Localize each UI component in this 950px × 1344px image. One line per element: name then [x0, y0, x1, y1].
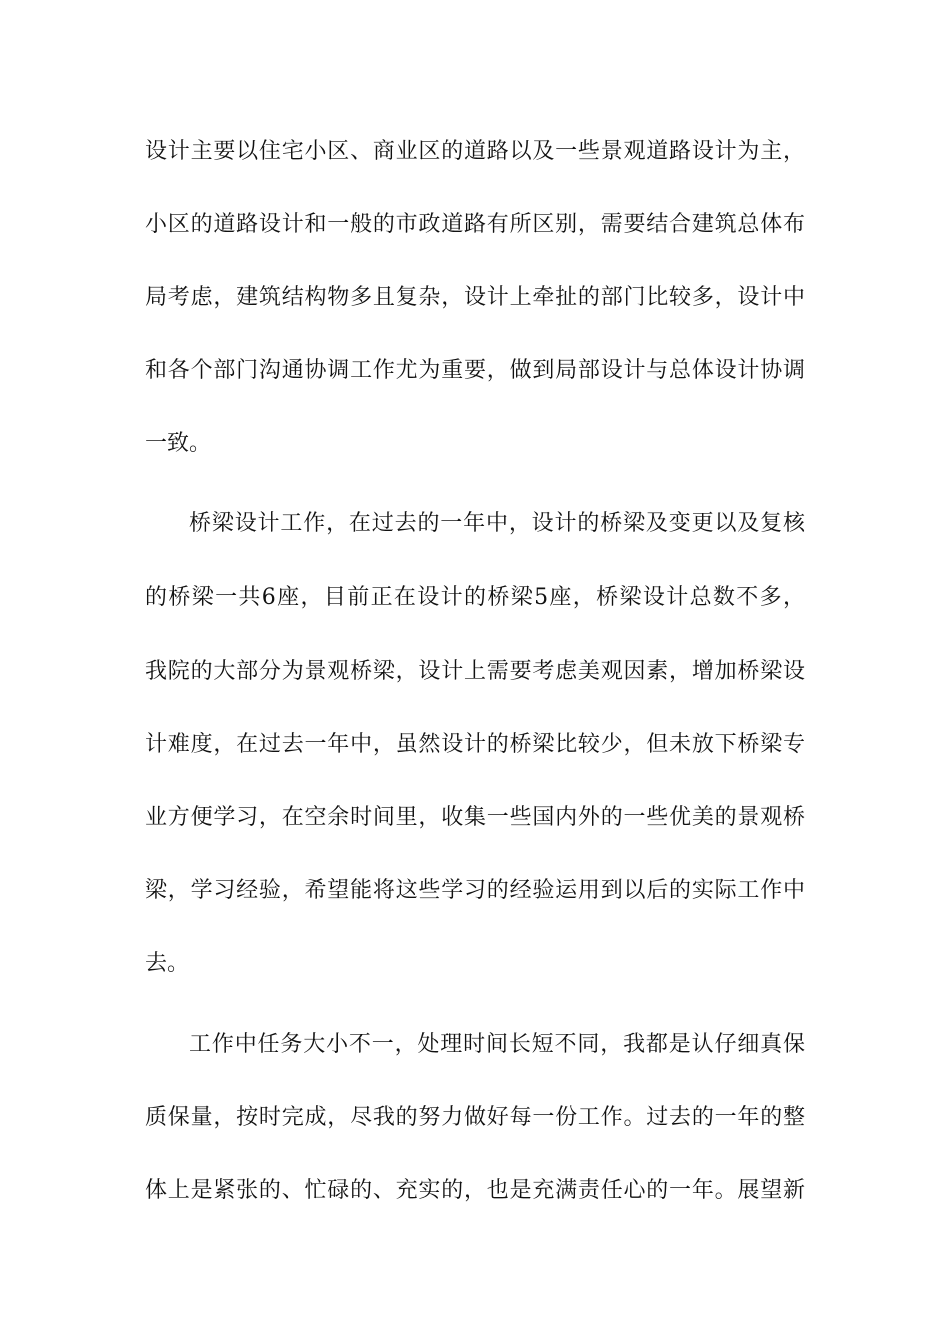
paragraph-1-line-4: 和各个部门沟通协调工作尤为重要，做到局部设计与总体设计协调 — [145, 358, 805, 383]
paragraph-1-line-5: 一致。 — [145, 431, 212, 456]
paragraph-2-line-3: 我院的大部分为景观桥梁，设计上需要考虑美观因素，增加桥梁设 — [145, 659, 805, 684]
paragraph-2-line-4: 计难度，在过去一年中，虽然设计的桥梁比较少，但未放下桥梁专 — [145, 732, 805, 757]
paragraph-2-line-1: 桥梁设计工作，在过去的一年中，设计的桥梁及变更以及复核 — [189, 511, 805, 536]
paragraph-3-line-3: 体上是紧张的、忙碌的、充实的，也是充满责任心的一年。展望新 — [145, 1178, 805, 1203]
paragraph-2-line-5: 业方便学习，在空余时间里，收集一些国内外的一些优美的景观桥 — [145, 805, 805, 830]
paragraph-2-line-6: 梁，学习经验，希望能将这些学习的经验运用到以后的实际工作中 — [145, 878, 805, 903]
paragraph-3-line-1: 工作中任务大小不一，处理时间长短不同，我都是认仔细真保 — [189, 1032, 805, 1057]
paragraph-1-line-1: 设计主要以住宅小区、商业区的道路以及一些景观道路设计为主， — [145, 139, 805, 164]
paragraph-3-line-2: 质保量，按时完成，尽我的努力做好每一份工作。过去的一年的整 — [145, 1105, 805, 1130]
paragraph-1-line-3: 局考虑，建筑结构物多且复杂，设计上牵扯的部门比较多，设计中 — [145, 285, 805, 310]
paragraph-1-line-2: 小区的道路设计和一般的市政道路有所区别，需要结合建筑总体布 — [145, 212, 805, 237]
paragraph-2-line-2: 的桥梁一共6座，目前正在设计的桥梁5座，桥梁设计总数不多， — [145, 585, 805, 610]
paragraph-2-line-7: 去。 — [145, 951, 190, 976]
